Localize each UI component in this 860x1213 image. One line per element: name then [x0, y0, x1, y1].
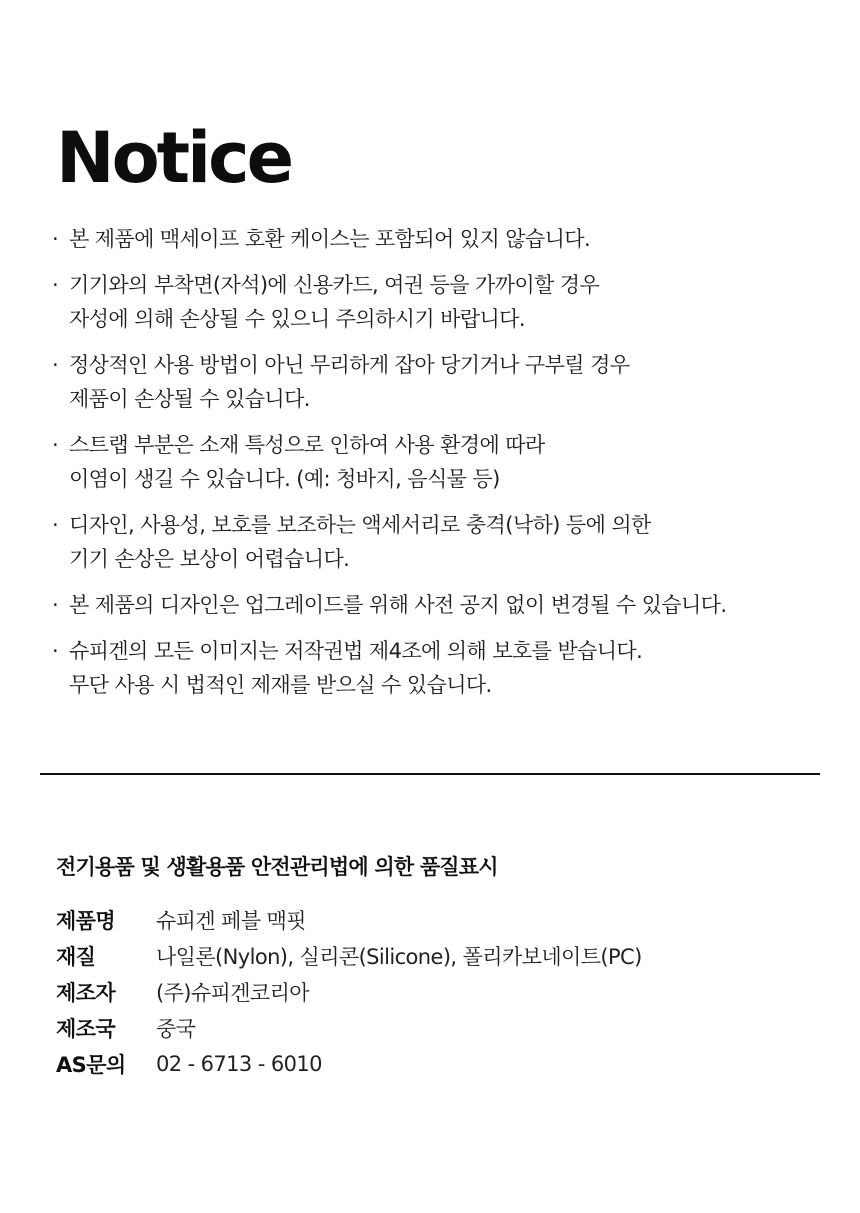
spec-row-manufacturer [56, 974, 642, 1010]
notice-item [52, 634, 842, 702]
quality-label-heading: 전기용품 및 생활용품 안전관리법에 의한 품질표시 [56, 855, 498, 879]
bullet-dot: · [52, 227, 59, 251]
quality-spec-table [56, 902, 642, 1082]
bullet-dot: · [52, 353, 59, 377]
notice-text: 기기 손상은 보상이 어렵습니다. [69, 547, 350, 571]
spec-key: AS문의 [56, 1053, 126, 1077]
spec-value: (주)슈피겐코리아 [156, 981, 309, 1005]
spec-row-product-name [56, 902, 642, 938]
notice-item [52, 588, 842, 622]
notice-list [52, 222, 842, 714]
notice-text: 무단 사용 시 법적인 제재를 받으실 수 있습니다. [69, 673, 492, 697]
spec-key: 재질 [56, 945, 96, 969]
spec-value: 나일론(Nylon), 실리콘(Silicone), 폴리카보네이트(PC) [156, 945, 642, 969]
spec-value: 02 - 6713 - 6010 [156, 1052, 322, 1076]
spec-key: 제품명 [56, 909, 116, 933]
spec-row-as-contact [56, 1046, 642, 1082]
notice-text: 본 제품에 맥세이프 호환 케이스는 포함되어 있지 않습니다. [69, 227, 591, 251]
notice-text: 스트랩 부분은 소재 특성으로 인하여 사용 환경에 따라 [69, 433, 545, 457]
notice-text: 제품이 손상될 수 있습니다. [69, 387, 310, 411]
bullet-dot: · [52, 593, 59, 617]
bullet-dot: · [52, 513, 59, 537]
notice-item [52, 428, 842, 496]
notice-item [52, 508, 842, 576]
spec-key: 제조국 [56, 1017, 116, 1041]
section-divider [40, 773, 820, 775]
notice-item [52, 268, 842, 336]
notice-text: 디자인, 사용성, 보호를 보조하는 액세서리로 충격(낙하) 등에 의한 [69, 513, 651, 537]
spec-value: 슈피겐 페블 맥핏 [156, 909, 306, 933]
bullet-dot: · [52, 273, 59, 297]
notice-text: 자성에 의해 손상될 수 있으니 주의하시기 바랍니다. [69, 307, 525, 331]
notice-item [52, 348, 842, 416]
bullet-dot: · [52, 433, 59, 457]
bullet-dot: · [52, 639, 59, 663]
notice-text: 정상적인 사용 방법이 아닌 무리하게 잡아 당기거나 구부릴 경우 [69, 353, 630, 377]
spec-row-material [56, 938, 642, 974]
spec-row-country [56, 1010, 642, 1046]
spec-value: 중국 [156, 1017, 196, 1041]
spec-key: 제조자 [56, 981, 116, 1005]
notice-text: 이염이 생길 수 있습니다. (예: 청바지, 음식물 등) [69, 467, 500, 491]
page-title: Notice [56, 117, 292, 199]
notice-text: 슈피겐의 모든 이미지는 저작권법 제4조에 의해 보호를 받습니다. [69, 639, 643, 663]
notice-text: 기기와의 부착면(자석)에 신용카드, 여권 등을 가까이할 경우 [69, 273, 600, 297]
notice-item [52, 222, 842, 256]
notice-text: 본 제품의 디자인은 업그레이드를 위해 사전 공지 없이 변경될 수 있습니다. [69, 593, 727, 617]
